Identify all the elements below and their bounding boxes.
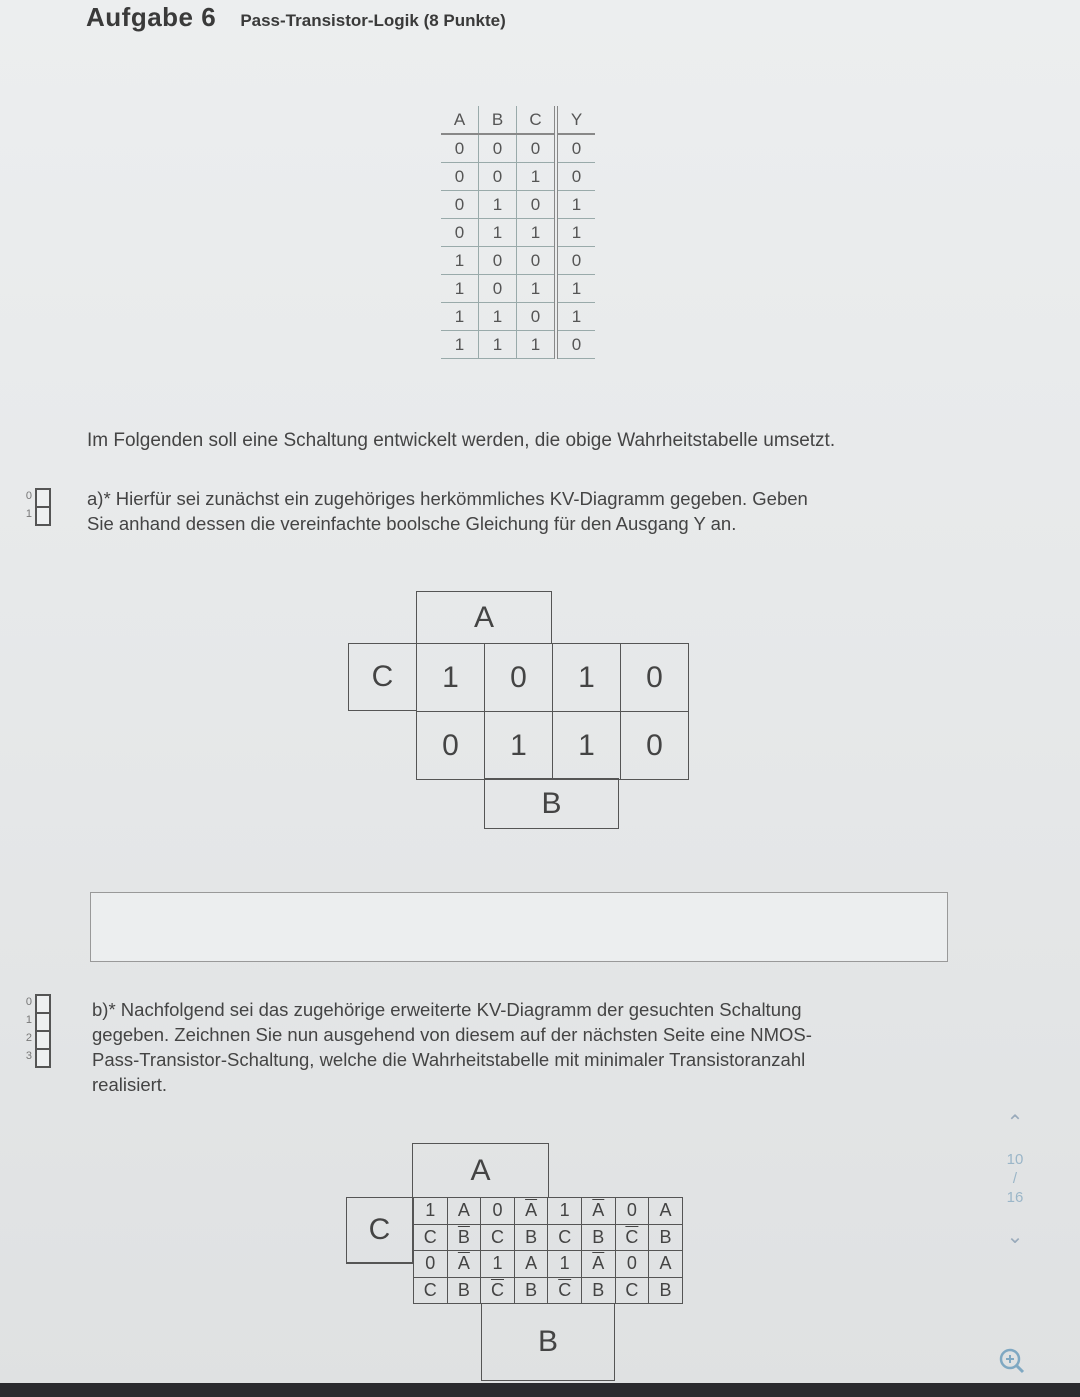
- truth-table-cell: 1: [441, 303, 479, 331]
- kv-a-cell-text: 0: [510, 660, 527, 694]
- score-checkbox[interactable]: [35, 1048, 51, 1068]
- truth-table-cell: 1: [556, 219, 595, 247]
- kv-a-cell-text: 1: [510, 728, 527, 762]
- score-checkbox[interactable]: [35, 1030, 51, 1050]
- kv-b-cell-text: A: [659, 1200, 672, 1221]
- kv-b-cell-text: $\overline{A}$: [457, 1253, 470, 1274]
- kv-a-cell: [620, 711, 689, 780]
- kv-b-cell: [413, 1197, 448, 1225]
- kv-b-cell-text: $\overline{C}$: [558, 1279, 572, 1300]
- truth-table-cell: 0: [517, 247, 557, 275]
- kv-b-cell: [413, 1224, 448, 1252]
- kv-b-label-b: [481, 1303, 615, 1381]
- kv-b-cell-text: 0: [626, 1253, 637, 1274]
- truth-table-header-c: C: [517, 106, 557, 134]
- page-separator: /: [1012, 1170, 1018, 1187]
- kv-b-cell: [648, 1250, 683, 1278]
- total-pages: 16: [1006, 1189, 1024, 1206]
- score-checkbox[interactable]: [35, 506, 51, 526]
- kv-a-cell: [416, 643, 485, 712]
- kv-b-cell-text: C: [423, 1279, 437, 1300]
- screen-bezel: [0, 1383, 1080, 1397]
- truth-table-row: [441, 134, 595, 163]
- kv-b-cell-text: $\overline{A}$: [592, 1200, 605, 1221]
- truth-table-header-a: A: [441, 106, 479, 134]
- truth-table-cell: 0: [441, 134, 479, 163]
- kv-b-cell-text: B: [457, 1279, 470, 1300]
- part-b-text: [92, 997, 972, 1097]
- kv-b-cell: [480, 1277, 515, 1305]
- kv-b-cell-text: B: [659, 1279, 672, 1300]
- kv-b-cell-text: B: [659, 1226, 672, 1247]
- truth-table-cell: 0: [517, 303, 557, 331]
- truth-table-cell: 0: [479, 247, 517, 275]
- truth-table-cell: 0: [479, 134, 517, 163]
- kv-b-cell: [447, 1197, 482, 1225]
- chevron-down-icon[interactable]: ⌄: [1006, 1226, 1024, 1248]
- truth-table-cell: 1: [479, 303, 517, 331]
- kv-b-cell: [514, 1224, 549, 1252]
- kv-b-block-c-left: [346, 1262, 413, 1264]
- kv-b-cell: [581, 1250, 616, 1278]
- chevron-up-icon[interactable]: ⌃: [1006, 1112, 1024, 1134]
- truth-table-cell: 1: [556, 191, 595, 219]
- part-b-line-2: gegeben. Zeichnen Sie nun ausgehend von diesem auf der nächsten Seite eine NMOS-: [92, 1024, 812, 1045]
- kv-a-cell-text: 1: [442, 660, 459, 694]
- kv-b-cell: [648, 1277, 683, 1305]
- kv-b-cell-text: A: [659, 1253, 672, 1274]
- zoom-in-icon[interactable]: [998, 1347, 1026, 1375]
- kv-a-label-c-text: C: [371, 660, 394, 693]
- kv-b-cell-text: $\overline{A}$: [592, 1253, 605, 1274]
- kv-a-label-b-text: B: [541, 786, 562, 820]
- kv-b-cell: [480, 1224, 515, 1252]
- kv-b-cell: [480, 1197, 515, 1225]
- kv-b-cell-text: C: [625, 1279, 639, 1300]
- kv-b-label-c-text: C: [368, 1213, 391, 1246]
- truth-table-cell: 0: [517, 191, 557, 219]
- truth-table-header-y: Y: [556, 106, 595, 134]
- kv-b-cell: [648, 1197, 683, 1225]
- kv-b-cell: [447, 1277, 482, 1305]
- kv-b-cell-text: C: [423, 1226, 437, 1247]
- task-number: Aufgabe 6: [86, 2, 217, 32]
- kv-b-cell: [514, 1277, 549, 1305]
- kv-b-cell-text: $\overline{C}$: [625, 1226, 639, 1247]
- kv-b-label-c: [346, 1197, 413, 1263]
- kv-b-cell-text: B: [592, 1279, 605, 1300]
- kv-b-cell-text: B: [592, 1226, 605, 1247]
- kv-b-cell: [547, 1224, 582, 1252]
- current-page: 10: [1006, 1151, 1024, 1168]
- truth-table-cell: 1: [517, 275, 557, 303]
- kv-b-cell: [547, 1277, 582, 1305]
- kv-b-cell: [413, 1250, 448, 1278]
- truth-table-cell: 1: [441, 247, 479, 275]
- kv-b-cell-text: 0: [626, 1200, 637, 1221]
- intro-text: Im Folgenden soll eine Schaltung entwickelt werden, die obige Wahrheitstabelle umsetzt.: [87, 430, 836, 451]
- score-checkbox[interactable]: [35, 994, 51, 1014]
- truth-table-cell: 0: [556, 163, 595, 191]
- kv-b-cell: [547, 1197, 582, 1225]
- part-a-line-1: a)* Hierfür sei zunächst ein zugehöriges herkömmliches KV-Diagramm gegeben. Geben: [87, 488, 808, 509]
- kv-b-cell-text: $\overline{B}$: [457, 1226, 470, 1247]
- kv-b-cell-text: A: [525, 1253, 538, 1274]
- kv-a-cell: [484, 711, 553, 780]
- kv-b-label-a-text: A: [470, 1153, 491, 1187]
- truth-table-cell: 0: [517, 134, 557, 163]
- truth-table-cell: 1: [556, 275, 595, 303]
- kv-b-cell-text: C: [490, 1226, 504, 1247]
- truth-table-header-b: B: [479, 106, 517, 134]
- kv-b-label-a: [412, 1143, 549, 1198]
- kv-b-cell: [480, 1250, 515, 1278]
- truth-table-cell: 0: [441, 191, 479, 219]
- kv-b-cell-text: 1: [559, 1253, 570, 1274]
- kv-a-label-a-text: A: [473, 600, 494, 634]
- score-checkbox[interactable]: [35, 488, 51, 508]
- kv-a-cell-text: 0: [646, 660, 663, 694]
- truth-table-cell: 1: [517, 163, 557, 191]
- kv-b-cell-text: B: [525, 1279, 538, 1300]
- kv-b-cell: [547, 1250, 582, 1278]
- truth-table: [441, 106, 595, 359]
- truth-table-cell: 1: [441, 275, 479, 303]
- truth-table-cell: 0: [479, 163, 517, 191]
- kv-b-cell-text: 1: [425, 1200, 436, 1221]
- kv-b-cell-text: A: [457, 1200, 470, 1221]
- kv-b-cell-text: 0: [425, 1253, 436, 1274]
- kv-b-cell: [447, 1224, 482, 1252]
- kv-a-cell: [620, 643, 689, 712]
- score-label: 1: [25, 1014, 32, 1026]
- score-label: 0: [25, 996, 32, 1008]
- truth-table-cell: 0: [556, 134, 595, 163]
- kv-b-cell: [581, 1224, 616, 1252]
- kv-a-label-b: [484, 778, 619, 829]
- truth-table-cell: 1: [517, 331, 557, 359]
- kv-b-cell: [615, 1250, 650, 1278]
- kv-b-cell: [413, 1277, 448, 1305]
- score-label: 1: [25, 508, 32, 520]
- kv-a-cell-text: 0: [646, 728, 663, 762]
- truth-table-row: [441, 163, 595, 191]
- truth-table-cell: 0: [479, 275, 517, 303]
- truth-table-row: [441, 219, 595, 247]
- page-navigator: [995, 1110, 1035, 1249]
- kv-b-cell: [581, 1197, 616, 1225]
- truth-table-row: [441, 247, 595, 275]
- truth-table-cell: 1: [517, 219, 557, 247]
- kv-b-cell-text: B: [525, 1226, 538, 1247]
- part-b-line-1: b)* Nachfolgend sei das zugehörige erweiterte KV-Diagramm der gesuchten Schaltung: [92, 999, 802, 1020]
- kv-a-label-a: [416, 591, 552, 644]
- truth-table-cell: 0: [556, 331, 595, 359]
- truth-table-row: [441, 303, 595, 331]
- kv-a-cell-text: 0: [442, 728, 459, 762]
- score-label: 3: [25, 1050, 32, 1062]
- task-title: Pass-Transistor-Logik (8 Punkte): [240, 11, 506, 30]
- truth-table-cell: 1: [479, 219, 517, 247]
- kv-b-cell: [514, 1250, 549, 1278]
- kv-b-label-b-text: B: [537, 1325, 558, 1358]
- truth-table-cell: 1: [441, 331, 479, 359]
- truth-table-cell: 0: [556, 247, 595, 275]
- kv-b-cell-text: 0: [492, 1200, 503, 1221]
- task-heading: [86, 2, 506, 33]
- truth-table-cell: 0: [441, 163, 479, 191]
- part-a-text: [87, 486, 967, 536]
- kv-b-cell-text: 1: [492, 1253, 503, 1274]
- kv-a-label-c: [348, 643, 417, 711]
- part-b-line-4: realisiert.: [92, 1074, 168, 1095]
- kv-b-cell: [514, 1197, 549, 1225]
- kv-a-cell-text: 1: [578, 660, 595, 694]
- score-label: 0: [25, 490, 32, 502]
- truth-table-row: [441, 331, 595, 359]
- truth-table-cell: 0: [441, 219, 479, 247]
- kv-a-cell: [484, 643, 553, 712]
- kv-b-cell-text: C: [558, 1226, 572, 1247]
- kv-a-cell: [552, 643, 621, 712]
- answer-input[interactable]: [90, 892, 948, 962]
- kv-b-cell: [615, 1224, 650, 1252]
- part-a-line-2: Sie anhand dessen die vereinfachte boolsche Gleichung für den Ausgang Y an.: [87, 513, 737, 534]
- truth-table-cell: 1: [479, 191, 517, 219]
- truth-table-cell: 1: [556, 303, 595, 331]
- kv-a-cell-text: 1: [578, 728, 595, 762]
- truth-table-row: [441, 191, 595, 219]
- kv-b-cell: [615, 1277, 650, 1305]
- kv-a-cell: [552, 711, 621, 780]
- kv-b-cell-text: $\overline{A}$: [525, 1200, 538, 1221]
- kv-a-cell: [416, 711, 485, 780]
- kv-b-cell: [581, 1277, 616, 1305]
- truth-table-cell: 1: [479, 331, 517, 359]
- part-b-line-3: Pass-Transistor-Schaltung, welche die Wahrheitstabelle mit minimaler Transistoranzahl: [92, 1049, 806, 1070]
- truth-table-row: [441, 275, 595, 303]
- kv-b-cell: [447, 1250, 482, 1278]
- kv-b-cell: [615, 1197, 650, 1225]
- kv-b-cell-text: 1: [559, 1200, 570, 1221]
- score-label: 2: [25, 1032, 32, 1044]
- kv-b-cell-text: $\overline{C}$: [490, 1279, 504, 1300]
- kv-b-cell: [648, 1224, 683, 1252]
- score-checkbox[interactable]: [35, 1012, 51, 1032]
